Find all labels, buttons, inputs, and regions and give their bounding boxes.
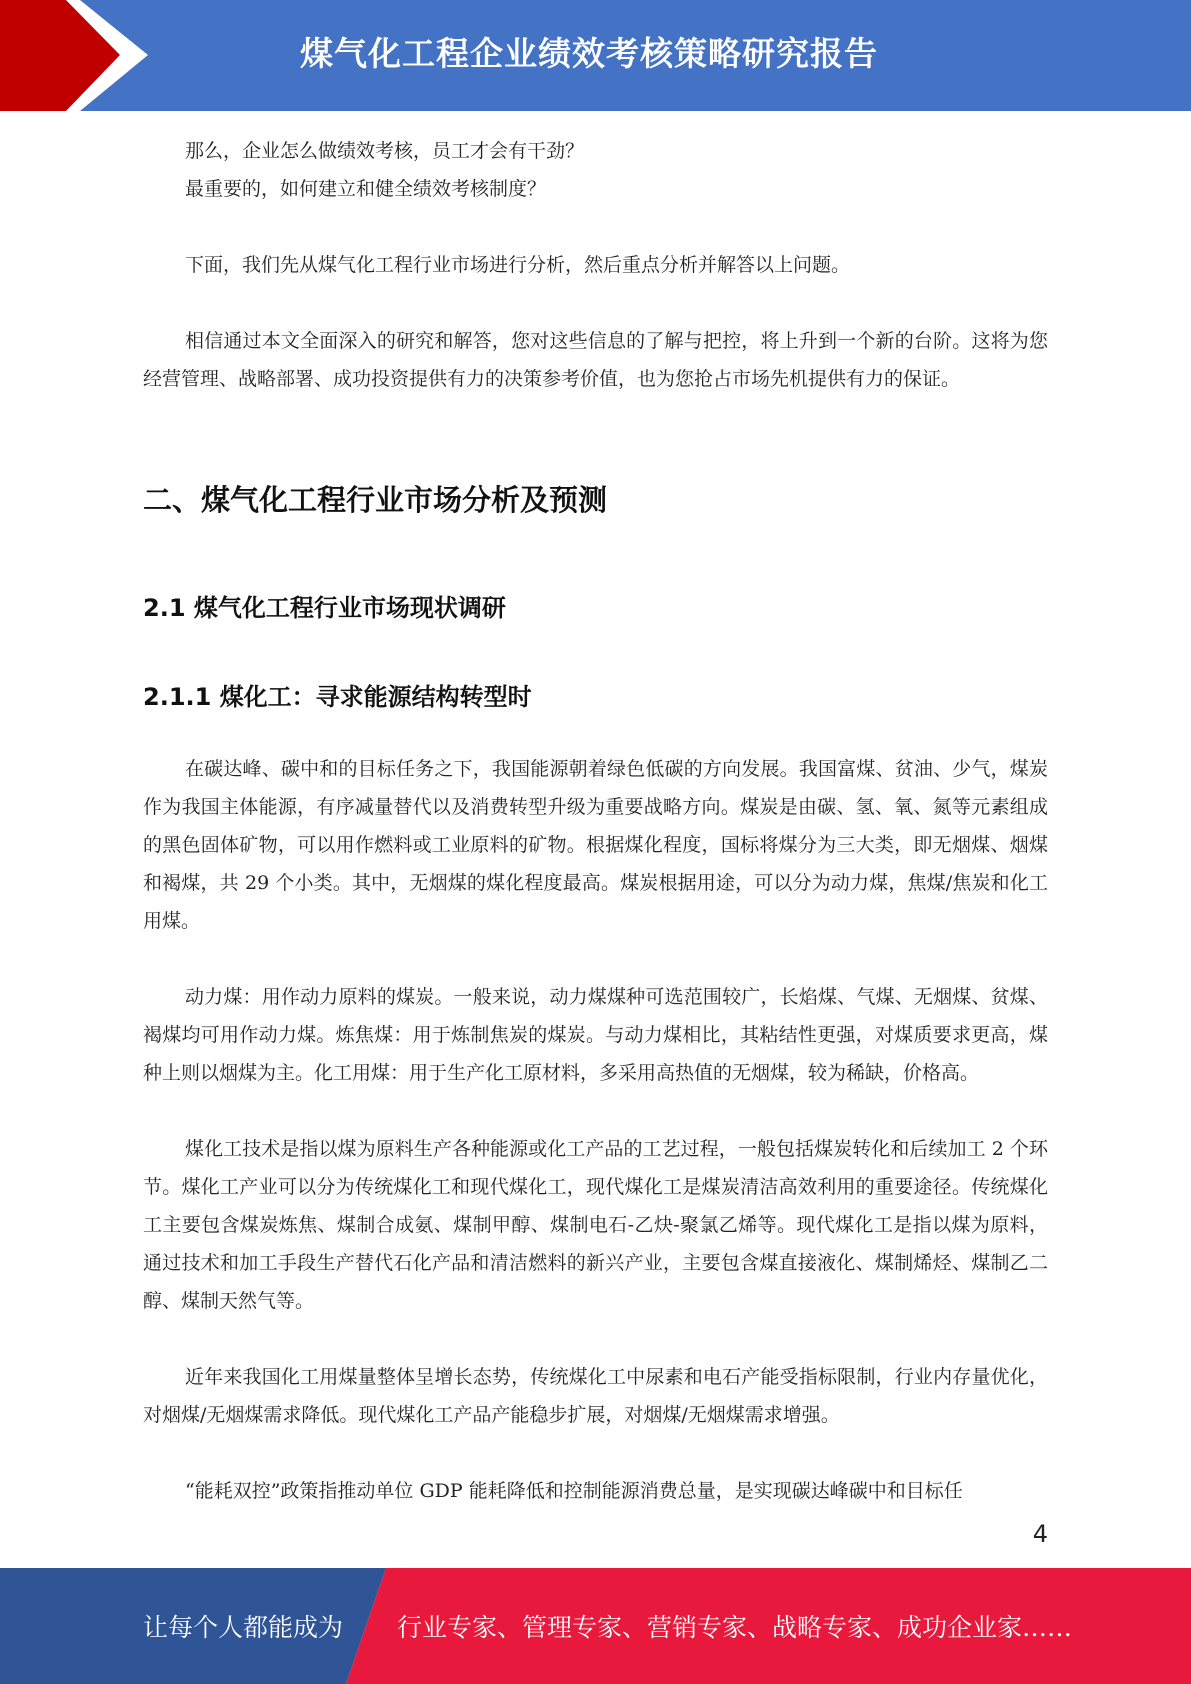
- intro-question-2: 最重要的，如何建立和健全绩效考核制度？: [185, 178, 547, 200]
- page-header: [0, 0, 1191, 111]
- body-paragraph-4: 近年来我国化工用煤量整体呈增长态势，传统煤化工中尿素和电石产能受指标限制，行业内存量优化，对烟煤/无烟煤需求降低。现代煤化工产品产能稳步扩展，对烟煤/无烟煤需求增强。: [143, 1366, 1048, 1426]
- subsection-heading: 2.1 煤气化工程行业市场现状调研: [143, 594, 506, 622]
- body-paragraph-1: 在碳达峰、碳中和的目标任务之下，我国能源朝着绿色低碳的方向发展。我国富煤、贫油、少气，煤炭作为我国主体能源，有序减量替代以及消费转型升级为重要战略方向。煤炭是由碳、氢、氧、氮等元素组成的黑色固体矿物，可以用作燃料或工业原料的矿物。根据煤化程度，国标将煤分为三大类，即无烟煤、烟煤和褐煤，共 29 个小类。其中，无烟煤的煤化程度最高。煤炭根据用途，可以分为动力煤，焦煤/焦炭和化工用煤。: [143, 758, 1048, 932]
- body-section: [143, 750, 1048, 1510]
- body-paragraph-3: 煤化工技术是指以煤为原料生产各种能源或化工产品的工艺过程，一般包括煤炭转化和后续加工 2 个环节。煤化工产业可以分为传统煤化工和现代煤化工，现代煤化工是煤炭清洁高效利用的重要途径。传统煤化工主要包含煤炭炼焦、煤制合成氨、煤制甲醇、煤制电石-乙炔-聚氯乙烯等。现代煤化工是指以煤为原料，通过技术和加工手段生产替代石化产品和清洁燃料的新兴产业，主要包含煤直接液化、煤制烯烃、煤制乙二醇、煤制天然气等。: [143, 1138, 1048, 1312]
- section-heading: 二、煤气化工程行业市场分析及预测: [143, 483, 608, 517]
- intro-paragraph-2: 相信通过本文全面深入的研究和解答，您对这些信息的了解与把控，将上升到一个新的台阶。这将为您经营管理、战略部署、成功投资提供有力的决策参考价值，也为您抢占市场先机提供有力的保证。: [143, 330, 1048, 390]
- page-number: 4: [1032, 1520, 1048, 1548]
- header-chevron-graphic: [0, 0, 160, 111]
- page-footer: [0, 1568, 1191, 1684]
- intro-paragraph-1: 下面，我们先从煤气化工程行业市场进行分析，然后重点分析并解答以上问题。: [185, 254, 851, 276]
- intro-question-1: 那么，企业怎么做绩效考核，员工才会有干劲？: [185, 140, 585, 162]
- body-paragraph-2: 动力煤：用作动力原料的煤炭。一般来说，动力煤煤种可选范围较广，长焰煤、气煤、无烟煤、贫煤、褐煤均可用作动力煤。炼焦煤：用于炼制焦炭的煤炭。与动力煤相比，其粘结性更强，对煤质要求更高，煤种上则以烟煤为主。化工用煤：用于生产化工原材料，多采用高热值的无烟煤，较为稀缺，价格高。: [143, 986, 1048, 1084]
- intro-section: [143, 132, 1048, 398]
- header-title: 煤气化工程企业绩效考核策略研究报告: [300, 34, 878, 73]
- body-paragraph-5: “能耗双控”政策指推动单位 GDP 能耗降低和控制能源消费总量，是实现碳达峰碳中和目标任: [185, 1480, 963, 1502]
- footer-slogan-left: 让每个人都能成为: [143, 1613, 344, 1642]
- subsubsection-heading: 2.1.1 煤化工：寻求能源结构转型时: [143, 683, 532, 711]
- footer-slogan-right: 行业专家、管理专家、营销专家、战略专家、成功企业家……: [397, 1613, 1073, 1642]
